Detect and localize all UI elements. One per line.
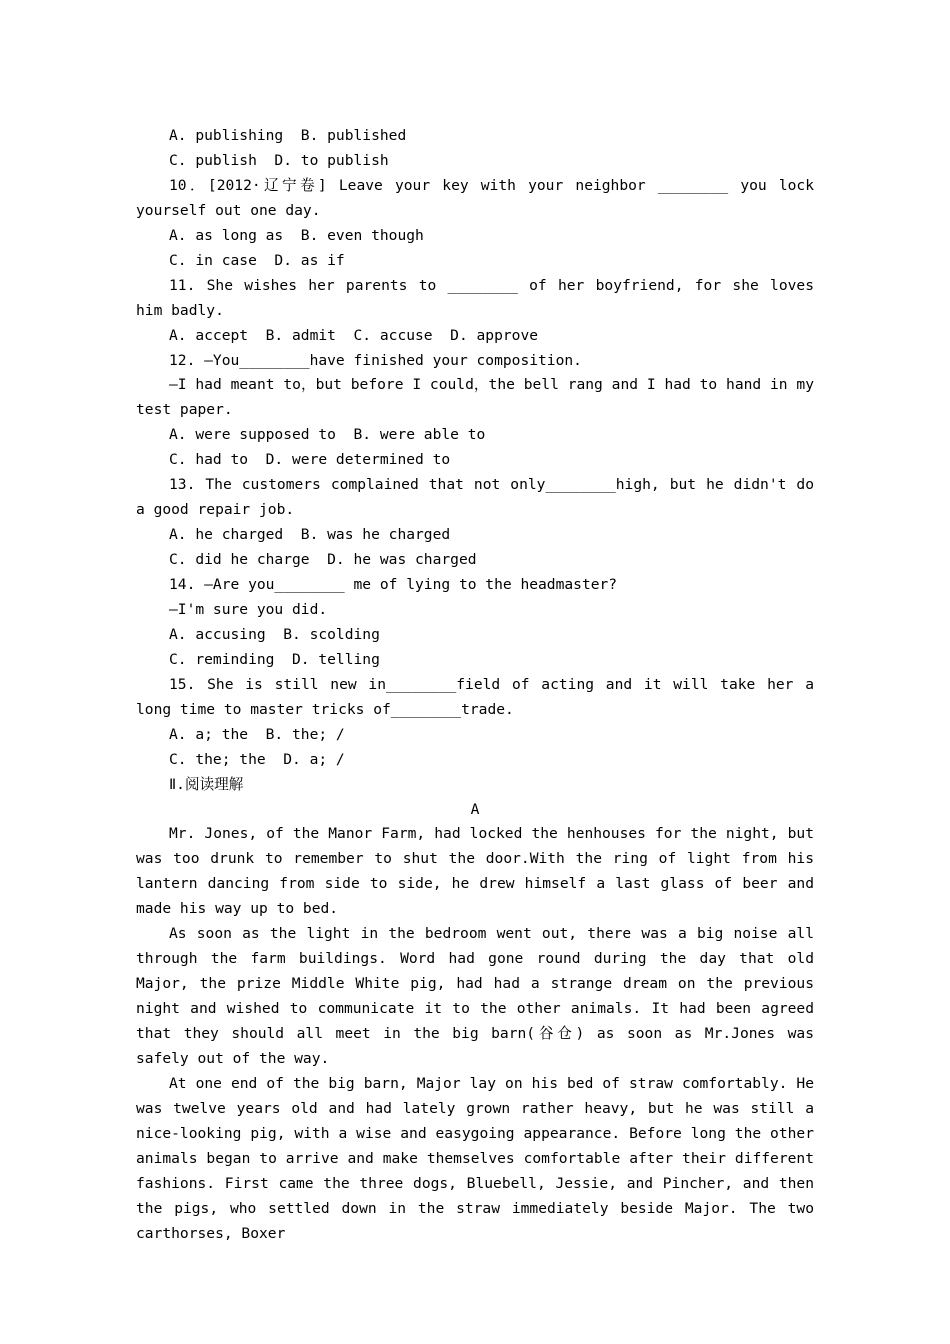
q13-options-line2: C. did he charge D. he was charged [169, 551, 477, 569]
q12-options-line1: A. were supposed to B. were able to [169, 426, 486, 444]
q13-options-line1: A. he charged B. was he charged [169, 526, 451, 544]
q9-options-line1: A. publishing B. published [169, 127, 407, 144]
section-heading: Ⅱ.阅读理解 [169, 775, 244, 793]
question-12-reply: —I had meant to，but before I could，the bell rang and I had to hand in my test paper. [136, 376, 814, 419]
passage-paragraph: As soon as the light in the bedroom went out, there was a big noise all through the farm buildings. Word had gone round during the day that old Major, the prize Middle White pig, had had a strange dream on the previous night and wished to communicate it to the other animals. It had been agreed that they should all meet in the big barn(谷仓) as soon as Mr.Jones was safely out of the way. [136, 925, 814, 1068]
q9-options-line2: C. publish D. to publish [169, 151, 389, 169]
q14-options-line1: A. accusing B. scolding [169, 625, 380, 643]
question-14-reply: —I'm sure you did. [169, 600, 328, 618]
q14-options-line2: C. reminding D. telling [169, 650, 380, 668]
passage-label: A [470, 800, 480, 818]
q11-options-line1: A. accept B. admit C. accuse D. approve [169, 326, 539, 344]
q15-options-line1: A. a; the B. the; / [169, 725, 345, 743]
question-14: 14. —Are you________ me of lying to the headmaster? [169, 576, 618, 594]
question-11: 11. She wishes her parents to ________ of her boyfriend, for she loves him badly. [136, 276, 814, 319]
passage-paragraph: Mr. Jones, of the Manor Farm, had locked the henhouses for the night, but was too drunk to remember to shut the door.With the ring of light from his lantern dancing from side to side, he drew himself a last glass of beer and made his way up to bed. [136, 825, 814, 918]
question-15: 15. She is still new in________field of acting and it will take her a long time to master tricks of________trade. [136, 675, 814, 718]
question-10: 10．[2012·辽宁卷] Leave your key with your neighbor ________ you lock yourself out one day. [136, 176, 814, 219]
q15-options-line2: C. the; the D. a; / [169, 750, 345, 768]
question-12: 12. —You________have finished your composition. [169, 351, 582, 369]
q12-options-line2: C. had to D. were determined to [169, 451, 451, 469]
passage-paragraph: At one end of the big barn, Major lay on his bed of straw comfortably. He was twelve years old and had lately grown rather heavy, but he was still a nice-looking pig, with a wise and easygoing appearance. Before long the other animals began to arrive and make themselves comfortable after their different fashions. First came the three dogs, Bluebell, Jessie, and Pincher, and then the pigs, who settled down in the straw immediately beside Major. The two carthorses, Boxer [136, 1074, 814, 1242]
question-13: 13. The customers complained that not only________high, but he didn't do a good repair job. [136, 476, 814, 519]
document-page [136, 124, 814, 1247]
q10-options-line1: A. as long as B. even though [169, 226, 424, 244]
q10-options-line2: C. in case D. as if [169, 251, 345, 269]
